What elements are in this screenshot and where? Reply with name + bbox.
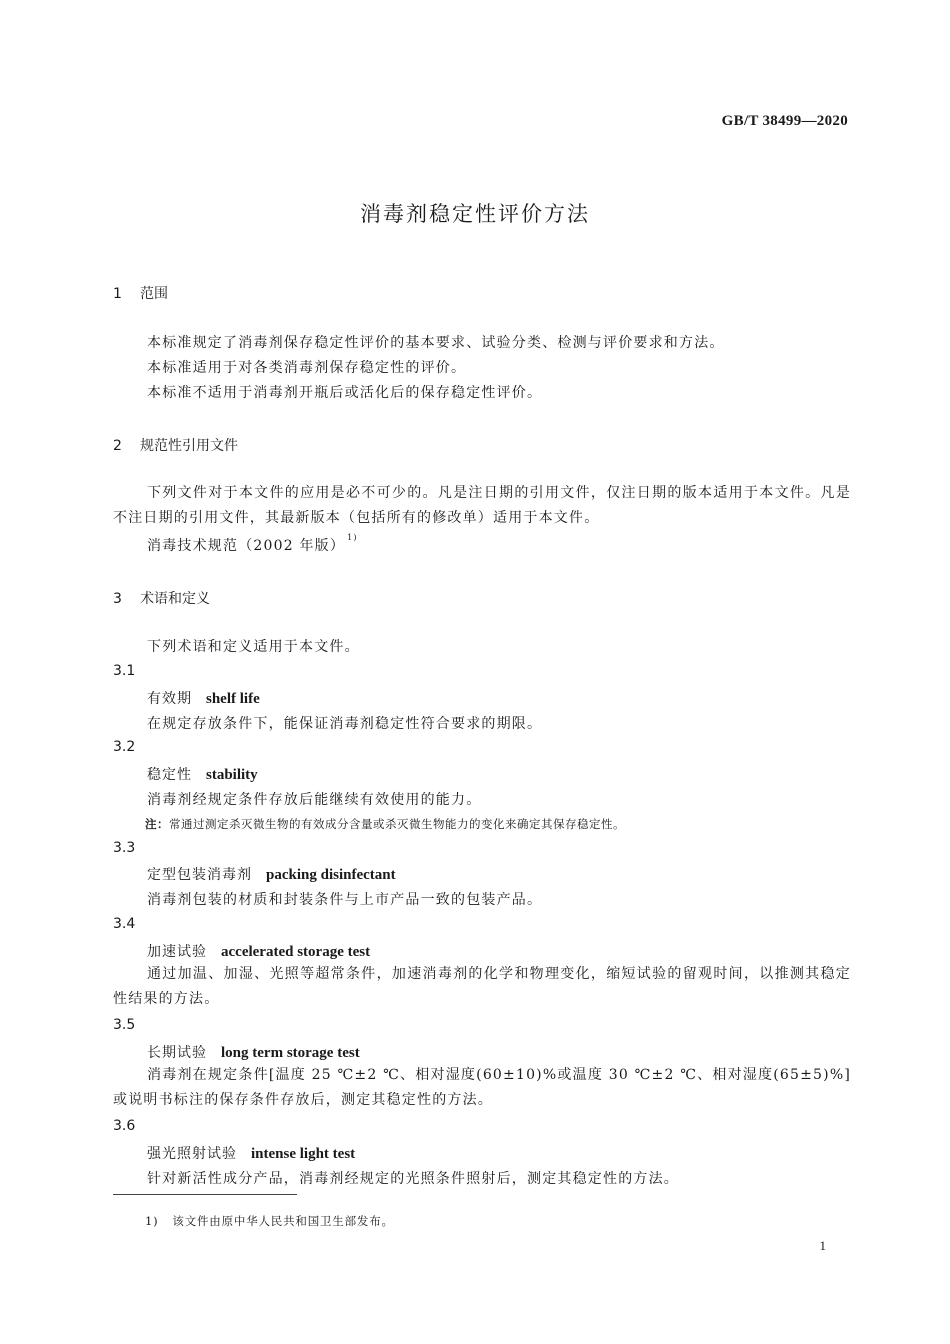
paragraph: 下列文件对于本文件的应用是必不可少的。凡是注日期的引用文件，仅注日期的版本适用于本文件。凡是不注日期的引用文件，其最新版本（包括所有的修改单）适用于本文件。 [113, 485, 851, 526]
section-3-heading [113, 588, 210, 608]
term-note [145, 816, 625, 832]
term-en: shelf life [206, 691, 260, 707]
term-en: stability [206, 767, 258, 783]
term-definition: 针对新活性成分产品，消毒剂经规定的光照条件照射后，测定其稳定性的方法。 [147, 1171, 679, 1187]
page-number: 1 [819, 1238, 826, 1253]
term-definition: 消毒剂经规定条件存放后能继续有效使用的能力。 [147, 792, 482, 808]
term-entry [147, 864, 396, 884]
reference-title: 消毒技术规范（2002 年版） [147, 538, 346, 554]
section-number: 1 [113, 286, 122, 302]
paragraph: 本标准不适用于消毒剂开瓶后或活化后的保存稳定性评价。 [147, 385, 543, 401]
clause-number: 3.3 [113, 840, 136, 856]
term-entry [147, 1143, 355, 1163]
normative-reference [147, 535, 358, 555]
term-en: accelerated storage test [221, 944, 371, 960]
section-title: 范围 [140, 286, 168, 302]
term-zh: 强光照射试验 [147, 1146, 237, 1162]
term-zh: 定型包装消毒剂 [147, 867, 252, 883]
paragraph: 本标准规定了消毒剂保存稳定性评价的基本要求、试验分类、检测与评价要求和方法。 [147, 335, 725, 351]
term-definition: 消毒剂在规定条件[温度 25 ℃±2 ℃、相对湿度(60±10)%或温度 30 ℃±2 ℃、相对湿度(65±5)%]或说明书标注的保存条件存放后，测定其稳定性的方法。 [113, 1067, 851, 1108]
term-entry [147, 1042, 360, 1062]
term-definition: 消毒剂包装的材质和封装条件与上市产品一致的包装产品。 [147, 892, 543, 908]
clause-number: 3.2 [113, 739, 136, 755]
term-en: packing disinfectant [266, 867, 396, 883]
section-title: 规范性引用文件 [140, 438, 238, 454]
section-1-heading [113, 283, 168, 303]
footnote-divider [113, 1194, 297, 1195]
term-zh: 有效期 [147, 691, 192, 707]
term-zh: 长期试验 [147, 1045, 207, 1061]
clause-number: 3.4 [113, 916, 136, 932]
section-2-heading [113, 435, 238, 455]
paragraph: 本标准适用于对各类消毒剂保存稳定性的评价。 [147, 360, 467, 376]
term-zh: 加速试验 [147, 944, 207, 960]
paragraph: 下列术语和定义适用于本文件。 [147, 639, 360, 655]
term-entry [147, 688, 260, 708]
note-label: 注： [145, 817, 169, 831]
term-en: intense light test [251, 1146, 356, 1162]
term-zh: 稳定性 [147, 767, 192, 783]
section-title: 术语和定义 [140, 591, 210, 607]
term-entry [147, 941, 370, 961]
section-number: 2 [113, 438, 122, 454]
term-entry [147, 764, 258, 784]
clause-number: 3.5 [113, 1017, 136, 1033]
term-definition: 通过加温、加湿、光照等超常条件，加速消毒剂的化学和物理变化，缩短试验的留观时间，以推测其稳定性结果的方法。 [113, 966, 851, 1007]
term-en: long term storage test [221, 1045, 360, 1061]
footnote-ref: 1) [347, 533, 358, 542]
term-definition: 在规定存放条件下，能保证消毒剂稳定性符合要求的期限。 [147, 716, 543, 732]
footnote-marker: 1) [145, 1214, 159, 1228]
standard-code: GB/T 38499—2020 [721, 113, 848, 129]
section-number: 3 [113, 591, 122, 607]
document-title: 消毒剂稳定性评价方法 [360, 202, 590, 226]
footnote [145, 1213, 394, 1229]
clause-number: 3.1 [113, 663, 136, 679]
note-text: 常通过测定杀灭微生物的有效成分含量或杀灭微生物能力的变化来确定其保存稳定性。 [169, 817, 625, 831]
clause-number: 3.6 [113, 1118, 136, 1134]
footnote-text: 该文件由原中华人民共和国卫生部发布。 [172, 1214, 394, 1228]
